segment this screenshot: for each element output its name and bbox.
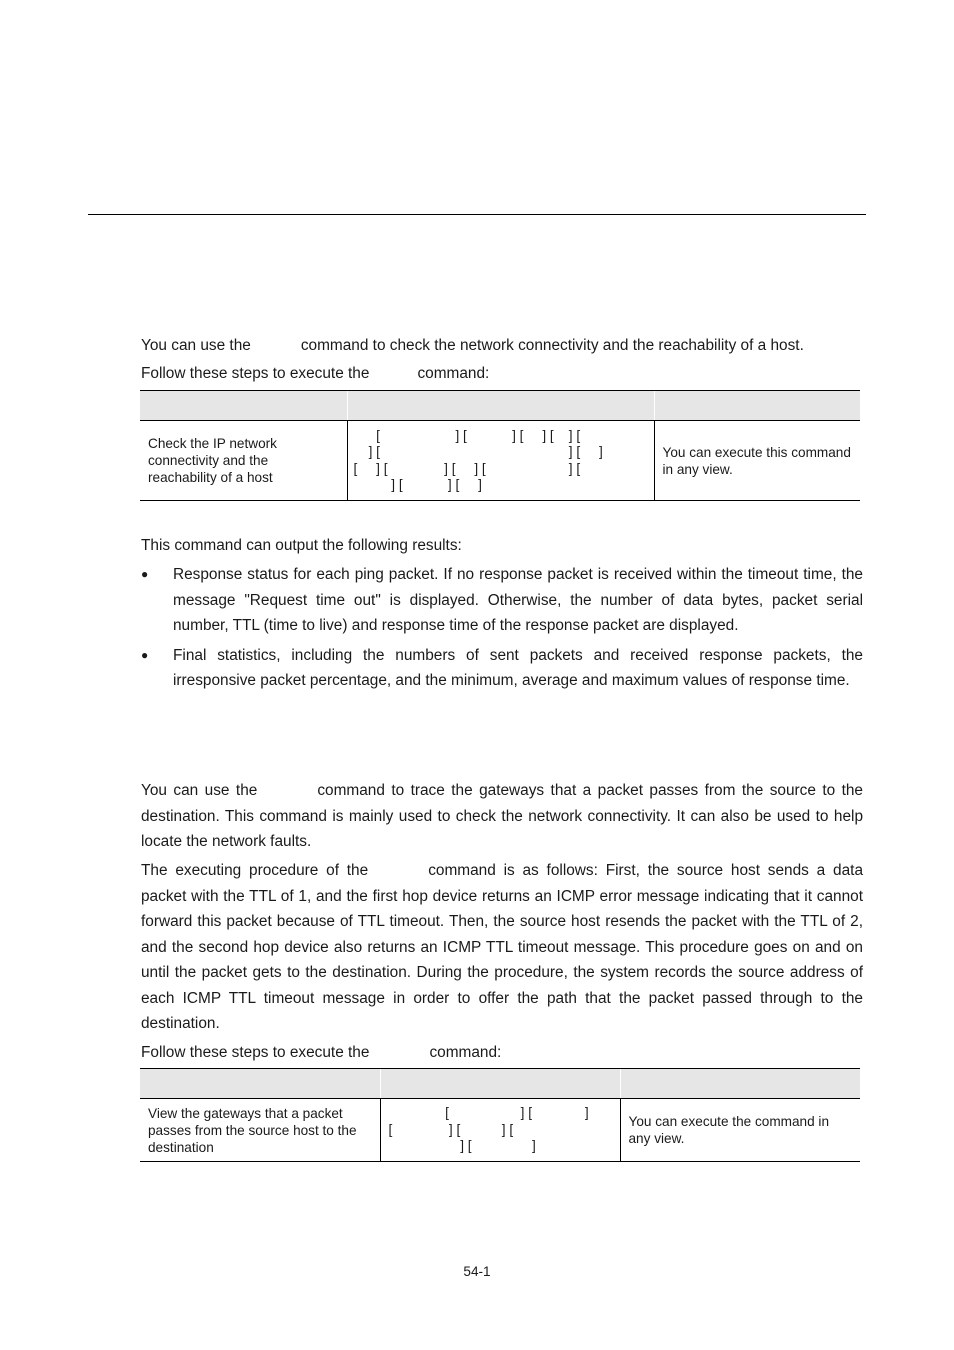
ping-purpose-cell: Check the IP network connectivity and the reachability of a host <box>140 421 347 501</box>
bullet-icon: ● <box>141 567 149 581</box>
tracert-remarks-cell: You can execute the command in any view. <box>620 1099 860 1162</box>
table-row <box>140 1099 860 1162</box>
syntax-line: ] [ ] [ ] <box>353 444 603 459</box>
ping-table-header-operation <box>140 391 347 421</box>
tracert-steps-table <box>140 1068 860 1162</box>
table-row <box>140 421 860 501</box>
ping-intro: You can use the command to check the network connectivity and the reachability of a host. <box>141 337 804 354</box>
tracert-table-header-command <box>380 1069 620 1099</box>
page-number: 54-1 <box>463 1264 491 1279</box>
syntax-line: [ ] [ ] [ ] [ ] [ <box>353 427 581 443</box>
tracert-table-header-operation <box>140 1069 380 1099</box>
syntax-line: [ ] [ ] [ ] [ ] [ <box>353 460 581 476</box>
ping-results-list <box>141 562 863 698</box>
list-item: ● Final statistics, including the numbers of sent packets and received response packets, the irresponsive packet percentage, and the minimum, average and maximum values of response time. <box>141 643 863 694</box>
syntax-line: [ ] [ ] [ <box>388 1121 514 1137</box>
bullet-icon: ● <box>141 647 149 662</box>
ping-follow-steps: Follow these steps to execute the command: <box>141 365 490 382</box>
ping-remarks-cell: You can execute this command in any view. <box>654 421 860 501</box>
tracert-purpose-cell: View the gateways that a packet passes from the source host to the destination <box>140 1099 380 1162</box>
ping-steps-table <box>140 390 860 501</box>
tracert-syntax-cell <box>380 1099 620 1162</box>
syntax-line: ] [ ] <box>388 1138 536 1154</box>
syntax-line: ] [ ] [ ] <box>353 477 482 492</box>
header-rule <box>88 214 866 215</box>
ping-results-intro: This command can output the following results: <box>141 537 462 554</box>
tracert-procedure: The executing procedure of the command is as follows: First, the source host sends a data packet with the TTL of 1, and the first hop device returns an ICMP error message indicating that it cannot forward this packet because of TTL timeout. Then, the source host resends the packet with the TTL of 2, and the second hop device also returns an ICMP TTL timeout message. This procedure goes on and on until the packet gets to the destination. During the procedure, the system records the source address of each ICMP TTL timeout message in order to offer the path that the packet passed through to the destination. <box>141 862 864 1032</box>
ping-syntax-cell <box>347 421 654 501</box>
tracert-follow-steps: Follow these steps to execute the command: <box>141 1044 502 1061</box>
list-item: ● Response status for each ping packet. If no response packet is received within the timeout time, the message "Request time out" is displayed. Otherwise, the number of data bytes, packet serial number, TTL (time to live) and response time of the response packet are displayed. <box>141 562 863 639</box>
ping-table-header-command <box>347 391 654 421</box>
tracert-table-header-remarks <box>620 1069 860 1099</box>
ping-table-header-remarks <box>654 391 860 421</box>
syntax-line: [ ] [ ] <box>388 1105 589 1121</box>
tracert-intro: You can use the command to trace the gateways that a packet passes from the source to the destination. This command is mainly used to check the network connectivity. It can also be used to help locate the network faults. <box>141 782 863 850</box>
